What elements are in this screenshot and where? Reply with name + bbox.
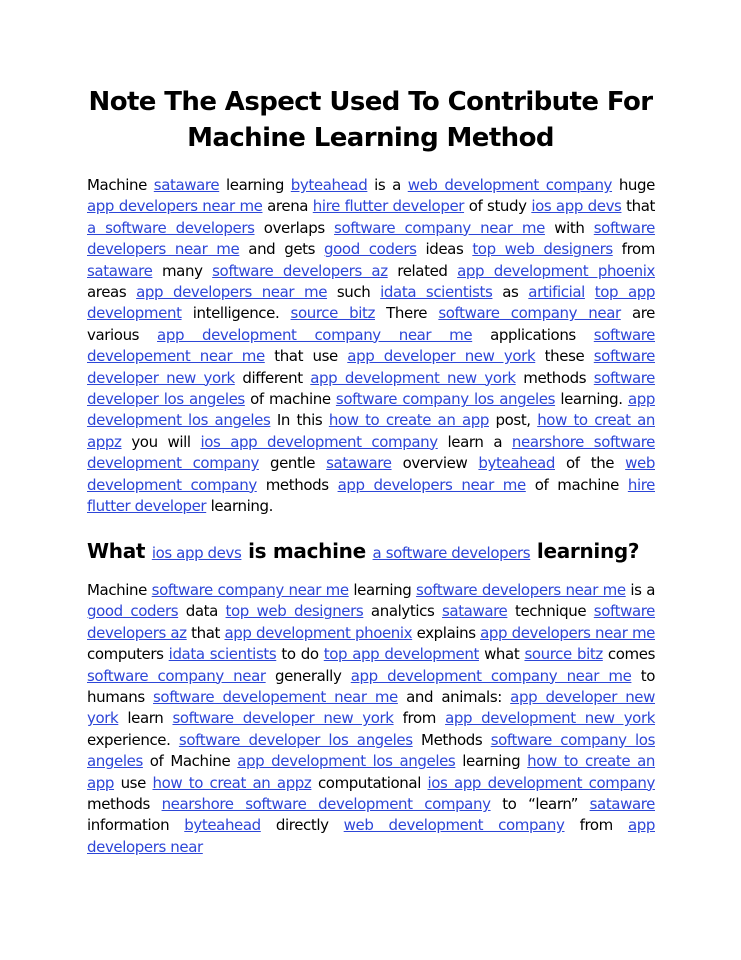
hyperlink[interactable]: software developers near me <box>87 218 655 259</box>
body-text: experience. <box>87 730 179 749</box>
hyperlink[interactable]: artificial <box>528 283 585 302</box>
body-text: ideas <box>416 240 473 259</box>
hyperlink[interactable]: idata scientists <box>380 283 493 302</box>
hyperlink[interactable]: good coders <box>87 602 179 621</box>
hyperlink[interactable]: app development phoenix <box>457 261 656 280</box>
hyperlink[interactable]: top web designers <box>225 602 364 621</box>
hyperlink[interactable]: good coders <box>324 240 417 259</box>
body-text: that <box>621 197 655 216</box>
hyperlink[interactable]: hire flutter developer <box>312 197 465 216</box>
hyperlink[interactable]: source bitz <box>524 645 603 664</box>
body-text: that <box>186 623 225 642</box>
hyperlink[interactable]: sataware <box>441 602 508 621</box>
body-text: learn <box>118 709 173 728</box>
hyperlink[interactable]: how to create an app <box>328 411 489 430</box>
body-text: methods <box>256 475 338 494</box>
hyperlink[interactable]: nearshore software development company <box>161 795 491 814</box>
hyperlink[interactable]: software developer new york <box>172 709 394 728</box>
body-text: these <box>535 347 594 366</box>
body-text: areas <box>87 283 137 302</box>
body-text: that use <box>264 347 348 366</box>
hyperlink[interactable]: software developers near me <box>416 581 626 599</box>
body-text: technique <box>507 602 594 621</box>
body-text: use <box>114 773 153 792</box>
body-text: many <box>152 261 213 280</box>
hyperlink[interactable]: how to creat an appz <box>152 773 312 792</box>
body-text: and gets <box>239 240 325 259</box>
hyperlink[interactable]: top web designers <box>472 240 613 259</box>
hyperlink[interactable]: software company near me <box>334 218 545 237</box>
body-text: related <box>387 261 458 280</box>
body-text: In this <box>270 411 329 430</box>
body-text: you will <box>121 432 201 451</box>
hyperlink[interactable]: sataware <box>326 454 392 473</box>
heading-text: is machine <box>241 539 373 563</box>
hyperlink[interactable]: app development new york <box>445 709 656 728</box>
hyperlink[interactable]: software developer new york <box>87 347 655 387</box>
hyperlink[interactable]: app development los angeles <box>237 752 456 771</box>
body-text: and animals: <box>397 688 511 707</box>
hyperlink[interactable]: nearshore software development company <box>87 432 655 473</box>
hyperlink[interactable]: app development los angeles <box>87 390 655 430</box>
body-text: gentle <box>258 454 327 473</box>
body-text: computational <box>311 773 428 792</box>
body-text: methods <box>515 368 594 387</box>
hyperlink[interactable]: ios app devs <box>531 197 622 216</box>
body-text: overlaps <box>254 218 335 237</box>
hyperlink[interactable]: ios app development company <box>427 773 655 792</box>
hyperlink[interactable]: app developers near me <box>87 197 263 216</box>
body-text: such <box>327 283 381 302</box>
body-text: huge <box>612 176 655 194</box>
body-text: explains <box>412 623 481 642</box>
section-heading <box>87 537 657 567</box>
body-text: learning. <box>555 390 628 409</box>
hyperlink[interactable]: how to creat an appz <box>87 411 655 451</box>
body-text: Machine <box>87 581 152 599</box>
body-text: from <box>612 240 655 259</box>
hyperlink[interactable]: byteahead <box>478 454 555 473</box>
hyperlink[interactable]: app development company near me <box>350 666 632 685</box>
body-text: intelligence. <box>181 304 291 323</box>
body-text: methods <box>87 795 162 814</box>
body-text: applications <box>472 325 594 344</box>
hyperlink[interactable]: top app development <box>323 645 479 664</box>
hyperlink[interactable]: app developers near me <box>337 475 526 494</box>
body-text: post, <box>489 411 538 430</box>
body-text: of machine <box>525 475 628 494</box>
hyperlink[interactable]: top app development <box>87 283 655 323</box>
hyperlink[interactable]: software developement near me <box>87 325 655 366</box>
hyperlink[interactable]: sataware <box>589 795 656 814</box>
body-text: directly <box>260 816 344 835</box>
hyperlink[interactable]: how to create an app <box>87 752 656 792</box>
hyperlink[interactable]: web development company <box>407 176 613 194</box>
body-text <box>145 539 152 563</box>
hyperlink[interactable]: byteahead <box>184 816 261 835</box>
body-text: learning <box>219 176 291 194</box>
body-text: analytics <box>363 602 442 621</box>
hyperlink[interactable]: web development company <box>343 816 565 835</box>
hyperlink[interactable]: source bitz <box>290 304 375 323</box>
body-text: of Machine <box>142 752 238 771</box>
body-text: generally <box>265 666 351 685</box>
body-text <box>585 283 595 301</box>
heading-text: learning? <box>530 539 640 563</box>
heading-text: What <box>87 539 146 563</box>
hyperlink[interactable]: ios app development company <box>200 432 438 451</box>
hyperlink[interactable]: a software developers <box>372 544 531 562</box>
body-text: are various <box>87 304 655 344</box>
hyperlink[interactable]: sataware <box>87 261 153 280</box>
body-text: There <box>374 304 439 323</box>
body-text: Methods <box>412 730 491 749</box>
body-text: learning. <box>206 497 273 516</box>
hyperlink[interactable]: idata scientists <box>168 645 277 664</box>
hyperlink[interactable]: web development company <box>87 454 655 494</box>
hyperlink[interactable]: hire flutter developer <box>87 475 655 516</box>
page-title: Note The Aspect Used To Contribute For Machine Learning Method <box>88 87 653 153</box>
body-text: computers <box>87 645 169 664</box>
body-text: Machine <box>87 176 154 194</box>
hyperlink[interactable]: app developer new york <box>347 347 536 366</box>
hyperlink[interactable]: app developers near <box>87 816 655 856</box>
body-text: learn a <box>437 432 512 451</box>
hyperlink[interactable]: software developers az <box>212 261 388 280</box>
hyperlink[interactable]: software developer los angeles <box>178 730 413 749</box>
hyperlink[interactable]: app development company near me <box>157 325 473 344</box>
body-text: of machine <box>244 390 336 409</box>
body-text: to “learn” <box>490 795 590 814</box>
hyperlink[interactable]: byteahead <box>290 176 368 194</box>
hyperlink[interactable]: app development phoenix <box>224 623 413 642</box>
hyperlink[interactable]: ios app devs <box>151 544 242 562</box>
body-text: from <box>393 709 446 728</box>
body-text: is a <box>367 176 408 194</box>
hyperlink[interactable]: app developers near me <box>480 623 655 642</box>
body-text: comes <box>602 645 656 664</box>
body-text: learning <box>348 581 417 599</box>
body-text: is a <box>625 581 655 599</box>
body-text: what <box>478 645 525 664</box>
hyperlink[interactable]: software company los angeles <box>87 730 655 771</box>
body-text: of the <box>554 454 626 473</box>
body-text: data <box>178 602 226 621</box>
hyperlink[interactable]: app developer new york <box>87 688 656 728</box>
body-text: arena <box>262 197 313 216</box>
section-paragraph <box>87 580 655 858</box>
body-text: with <box>544 218 594 237</box>
body-text: different <box>234 368 311 387</box>
hyperlink[interactable]: a software developers <box>87 218 255 237</box>
body-text: information <box>87 816 185 835</box>
hyperlink[interactable]: app development new york <box>310 368 516 387</box>
intro-paragraph <box>87 175 655 518</box>
hyperlink[interactable]: software developers az <box>87 602 656 642</box>
hyperlink[interactable]: software company near me <box>151 581 349 599</box>
body-text: to humans <box>87 666 655 707</box>
hyperlink[interactable]: software developer los angeles <box>87 368 655 409</box>
body-text: to do <box>276 645 324 664</box>
hyperlink[interactable]: software developement near me <box>153 688 398 707</box>
hyperlink[interactable]: app developers near me <box>136 283 328 302</box>
body-text: overview <box>391 454 479 473</box>
hyperlink[interactable]: sataware <box>153 176 220 194</box>
hyperlink[interactable]: software company near <box>87 666 266 685</box>
hyperlink[interactable]: software company near <box>438 304 621 323</box>
body-text: as <box>492 283 529 302</box>
body-text: of study <box>464 197 532 216</box>
body-text: learning <box>455 752 528 771</box>
body-text: from <box>564 816 628 835</box>
hyperlink[interactable]: software company los angeles <box>335 390 556 409</box>
